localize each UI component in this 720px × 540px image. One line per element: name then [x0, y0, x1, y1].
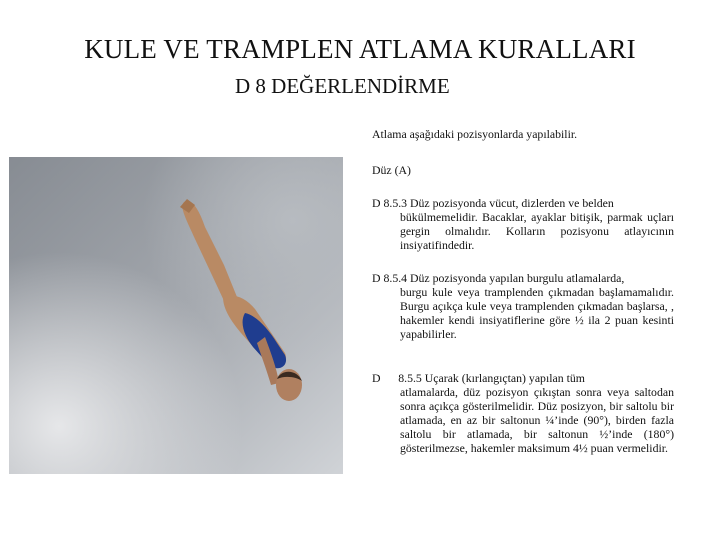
rule-body: burgu kule veya tramplenden çıkmadan başlamamalıdır. Burgu açıkça kule veya tramplenden çıkmadan başlarsa, , hakemler kendi insiyatiflerine göre ½ ila 2 puan kesinti yapabilirler.: [400, 285, 674, 341]
rule-first-line: Düz pozisyonda vücut, dizlerden ve belden: [410, 196, 614, 210]
rule-paragraph-3: [372, 371, 674, 455]
rule-code: D: [372, 371, 381, 385]
rule-code: D 8.5.3: [372, 196, 408, 210]
slide-subtitle: D 8 DEĞERLENDİRME: [235, 74, 450, 98]
position-label: Düz (A): [372, 163, 411, 177]
rule-body: atlamalarda, düz pozisyon çıkıştan sonra veya saltodan sonra açıkça gösterilmelidir. Düz posizyon, bir saltolu bir atlamada, en az bir saltonun ¼’inde (90°), birden fazla saltolu bir atlamada, bir saltonun ½’inde (180°) gösterilmezse, hakemler maksimum 4½ puan vermelidir.: [400, 385, 674, 455]
rule-first-line: 8.5.5 Uçarak (kırlangıçtan) yapılan tüm: [398, 371, 585, 385]
rule-body: bükülmemelidir. Bacaklar, ayaklar bitişik, parmak uçları gergin olmalıdır. Kolların pozisyonu atlayıcının insiyatifindedir.: [400, 210, 674, 252]
rule-paragraph-1: [372, 196, 674, 252]
diver-photo: [9, 157, 343, 474]
rule-code: D 8.5.4: [372, 271, 408, 285]
rule-paragraph-2: [372, 271, 674, 341]
intro-text: Atlama aşağıdaki pozisyonlarda yapılabilir.: [372, 127, 578, 141]
rule-first-line: Düz pozisyonda yapılan burgulu atlamalarda,: [410, 271, 625, 285]
diver-illustration: [9, 157, 343, 474]
slide-title: KULE VE TRAMPLEN ATLAMA KURALLARI: [84, 34, 636, 64]
